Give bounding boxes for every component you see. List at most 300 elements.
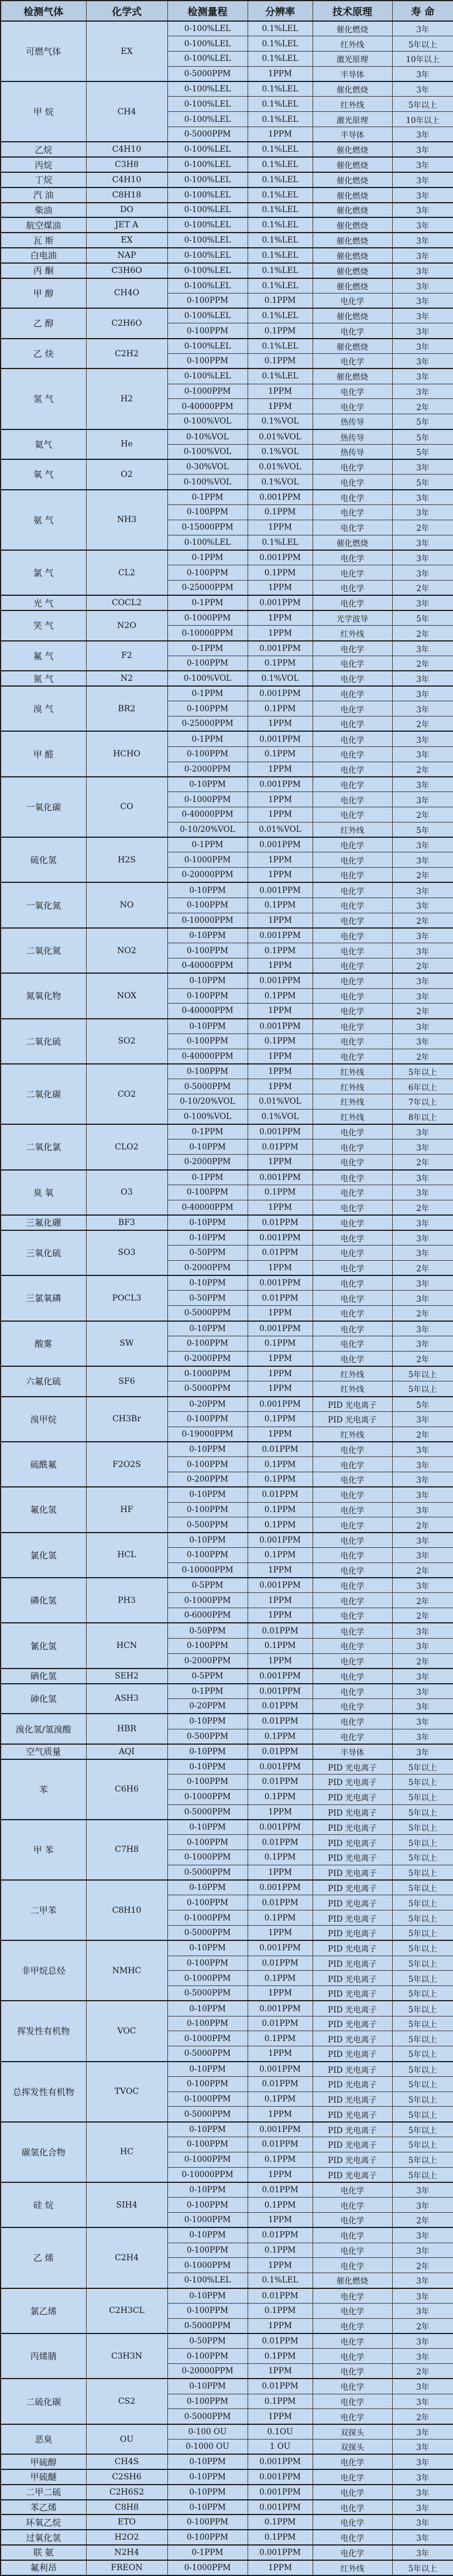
principle-cell: 电化学 (313, 2243, 392, 2258)
range-cell: 0-100%VOL (167, 1109, 248, 1124)
lifespan-cell: 5年以上 (392, 2001, 453, 2016)
resolution-cell: 0.001PPM (248, 1669, 313, 1684)
resolution-cell: 0.01PPM (248, 1623, 313, 1638)
principle-cell: PID 光电离子 (313, 1789, 392, 1804)
range-cell: 0-100PPM (167, 1956, 248, 1971)
range-cell: 0-1000PPM (167, 2152, 248, 2167)
table-row (1, 429, 453, 445)
resolution-cell: 1PPM (248, 1865, 313, 1880)
formula-cell: HBR (86, 1714, 167, 1744)
principle-cell: PID 光电离子 (313, 2091, 392, 2107)
range-cell: 0-5000PPM (167, 2046, 248, 2062)
resolution-cell: 1PPM (248, 1381, 313, 1397)
lifespan-cell: 3年 (392, 157, 453, 172)
resolution-cell: 0.001PPM (248, 2469, 313, 2485)
table-row (1, 2469, 453, 2485)
formula-cell: C2H6O (86, 308, 167, 339)
formula-cell: SEH2 (86, 1669, 167, 1684)
range-cell: 0-10000PPM (167, 913, 248, 928)
range-cell: 0-100PPM (167, 1336, 248, 1351)
range-cell: 0-1000PPM (167, 610, 248, 626)
range-cell: 0-1PPM (167, 595, 248, 610)
table-row (1, 1684, 453, 1699)
resolution-cell: 0.01PPM (248, 2182, 313, 2198)
formula-cell: CO (86, 777, 167, 837)
range-cell: 0-100%LEL (167, 339, 248, 354)
resolution-cell: 0.001PPM (248, 1820, 313, 1835)
formula-cell: N2O (86, 610, 167, 641)
column-header: 检测气体 (1, 1, 86, 21)
resolution-cell: 1PPM (248, 1064, 313, 1079)
resolution-cell: 1PPM (248, 1562, 313, 1578)
range-cell: 0-500PPM (167, 1729, 248, 1744)
lifespan-cell: 3年 (392, 490, 453, 505)
principle-cell: 电化学 (313, 1321, 392, 1336)
lifespan-cell: 3年 (392, 1729, 453, 1744)
principle-cell: PID 光电离子 (313, 1940, 392, 1956)
table-row (1, 1759, 453, 1775)
resolution-cell: 1PPM (248, 127, 313, 142)
table-row (1, 2485, 453, 2500)
range-cell: 0-1000PPM (167, 852, 248, 868)
lifespan-cell: 3年 (392, 263, 453, 278)
principle-cell: 电化学 (313, 671, 392, 686)
gas-name-cell: 氯乙烯 (1, 2288, 86, 2333)
resolution-cell: 0.1PPM (248, 1411, 313, 1427)
lifespan-cell: 5年以上 (392, 2122, 453, 2137)
lifespan-cell: 3年 (392, 2227, 453, 2243)
table-row (1, 263, 453, 278)
resolution-cell: 1PPM (248, 913, 313, 928)
range-cell: 0-25000PPM (167, 716, 248, 732)
resolution-cell: 1PPM (248, 1155, 313, 1170)
principle-cell: 电化学 (313, 973, 392, 988)
resolution-cell: 0.1PPM (248, 2031, 313, 2046)
resolution-cell: 1PPM (248, 2167, 313, 2182)
range-cell: 0-100%VOL (167, 444, 248, 459)
principle-cell: PID 光电离子 (313, 2167, 392, 2182)
principle-cell: PID 光电离子 (313, 2031, 392, 2046)
gas-name-cell: 臭 氧 (1, 1170, 86, 1215)
formula-cell: HC (86, 2122, 167, 2182)
lifespan-cell: 3年 (392, 1578, 453, 1593)
formula-cell: C3H8 (86, 157, 167, 172)
lifespan-cell: 5年以上 (392, 1850, 453, 1865)
resolution-cell: 0.1PPM (248, 943, 313, 958)
gas-name-cell: 溴甲烷 (1, 1397, 86, 1442)
gas-name-cell: 柴油 (1, 203, 86, 218)
gas-name-cell: 氟化氢 (1, 1487, 86, 1532)
range-cell: 0-1000PPM (167, 2031, 248, 2046)
principle-cell: 电化学 (313, 1457, 392, 1472)
lifespan-cell: 3年 (392, 792, 453, 807)
lifespan-cell: 5年 (392, 444, 453, 459)
table-row (1, 2333, 453, 2349)
principle-cell: PID 光电离子 (313, 2137, 392, 2152)
principle-cell: PID 光电离子 (313, 1880, 392, 1895)
gas-name-cell: 甲 苯 (1, 1820, 86, 1880)
resolution-cell: 0.01%VOL (248, 822, 313, 837)
resolution-cell: 1PPM (248, 1593, 313, 1608)
principle-cell: 电化学 (313, 731, 392, 746)
formula-cell: NMHC (86, 1940, 167, 2001)
range-cell: 0-40000PPM (167, 958, 248, 973)
lifespan-cell: 3年 (392, 2514, 453, 2530)
gas-name-cell: 乙 醇 (1, 308, 86, 339)
lifespan-cell: 5年 (392, 610, 453, 626)
resolution-cell: 0.001PPM (248, 490, 313, 505)
resolution-cell: 0.01PPM (248, 1442, 313, 1457)
range-cell: 0-50PPM (167, 1291, 248, 1306)
lifespan-cell: 2年 (392, 1517, 453, 1533)
lifespan-cell: 5年以上 (392, 1820, 453, 1835)
range-cell: 0-1000PPM (167, 1789, 248, 1804)
principle-cell: 电化学 (313, 1502, 392, 1517)
principle-cell: 电化学 (313, 777, 392, 792)
resolution-cell: 0.1PPM (248, 898, 313, 913)
formula-cell: C2H2 (86, 339, 167, 369)
range-cell: 0-100%LEL (167, 157, 248, 172)
table-row (1, 1215, 453, 1230)
range-cell: 0-5000PPM (167, 2318, 248, 2333)
resolution-cell: 1 OU (248, 2439, 313, 2455)
gas-name-cell: 氢 气 (1, 369, 86, 429)
lifespan-cell: 3年 (392, 1321, 453, 1336)
lifespan-cell: 3年 (392, 2439, 453, 2455)
lifespan-cell: 3年 (392, 565, 453, 581)
lifespan-cell: 2年 (392, 1653, 453, 1669)
resolution-cell: 0.001PPM (248, 1397, 313, 1412)
range-cell: 0-100PPM (167, 1774, 248, 1789)
gas-name-cell: 恶臭 (1, 2424, 86, 2455)
range-cell: 0-10PPM (167, 2288, 248, 2304)
resolution-cell: 1PPM (248, 1260, 313, 1275)
lifespan-cell: 5年以上 (392, 1971, 453, 1986)
range-cell: 0-100PPM (167, 943, 248, 958)
lifespan-cell: 3年 (392, 595, 453, 610)
lifespan-cell: 3年 (392, 1472, 453, 1487)
range-cell: 0-5PPM (167, 1578, 248, 1593)
lifespan-cell: 3年 (392, 369, 453, 384)
resolution-cell: 0.1PPM (248, 1033, 313, 1049)
gas-name-cell: 乙烷 (1, 142, 86, 157)
lifespan-cell: 2年 (392, 520, 453, 535)
range-cell: 0-10PPM (167, 2469, 248, 2485)
principle-cell: 电化学 (313, 2364, 392, 2379)
lifespan-cell: 3年 (392, 217, 453, 233)
resolution-cell: 0.001PPM (248, 550, 313, 565)
range-cell: 0-10000PPM (167, 626, 248, 641)
principle-cell: PID 光电离子 (313, 1910, 392, 1926)
resolution-cell: 1PPM (248, 1804, 313, 1820)
resolution-cell: 1PPM (248, 2046, 313, 2062)
gas-name-cell: 一氧化氮 (1, 882, 86, 927)
range-cell: 0-1000PPM (167, 384, 248, 399)
gas-name-cell: 溴化氢/氢溴酸 (1, 1714, 86, 1744)
resolution-cell: 0.1%LEL (248, 535, 313, 550)
principle-cell: 半导体 (313, 66, 392, 81)
range-cell: 0-100%LEL (167, 187, 248, 203)
lifespan-cell: 3年 (392, 248, 453, 263)
resolution-cell: 1PPM (248, 1306, 313, 1321)
principle-cell: PID 光电离子 (313, 1850, 392, 1865)
range-cell: 0-10%VOL (167, 429, 248, 445)
principle-cell: 电化学 (313, 2182, 392, 2198)
range-cell: 0-10PPM (167, 1880, 248, 1895)
resolution-cell: 0.01%VOL (248, 429, 313, 445)
table-row (1, 2545, 453, 2560)
range-cell: 0-100%LEL (167, 535, 248, 550)
resolution-cell: 0.001PPM (248, 2122, 313, 2137)
resolution-cell: 0.001PPM (248, 595, 313, 610)
formula-cell: SO2 (86, 1019, 167, 1064)
range-cell: 0-1PPM (167, 1124, 248, 1139)
gas-name-cell: 硫化氢 (1, 837, 86, 882)
range-cell: 0-100%LEL (167, 97, 248, 112)
principle-cell: 热传导 (313, 414, 392, 429)
lifespan-cell: 2年 (392, 807, 453, 822)
range-cell: 0-10PPM (167, 2182, 248, 2198)
gas-name-cell: 硅 烷 (1, 2182, 86, 2227)
lifespan-cell: 3年 (392, 308, 453, 323)
resolution-cell: 0.001PPM (248, 641, 313, 656)
resolution-cell: 0.1PPM (248, 1472, 313, 1487)
range-cell: 0-100PPM (167, 1185, 248, 1200)
range-cell: 0-1000 OU (167, 2439, 248, 2455)
formula-cell: N2 (86, 671, 167, 686)
table-row (1, 490, 453, 505)
lifespan-cell: 3年 (392, 354, 453, 369)
resolution-cell: 1PPM (248, 716, 313, 732)
lifespan-cell: 3年 (392, 1502, 453, 1517)
resolution-cell: 0.01PPM (248, 2076, 313, 2091)
table-row (1, 1669, 453, 1684)
column-header: 技术原理 (313, 1, 392, 21)
principle-cell: 电化学 (313, 1729, 392, 1744)
formula-cell: C2H6S2 (86, 2485, 167, 2500)
resolution-cell: 0.1PPM (248, 1850, 313, 1865)
resolution-cell: 0.01PPM (248, 2333, 313, 2349)
table-row (1, 2122, 453, 2137)
gas-name-cell: 空气质量 (1, 1744, 86, 1759)
resolution-cell: 0.01PPM (248, 1139, 313, 1155)
table-row (1, 641, 453, 656)
resolution-cell: 0.1PPM (248, 2394, 313, 2409)
principle-cell: 电化学 (313, 1562, 392, 1578)
principle-cell: 电化学 (313, 1442, 392, 1457)
lifespan-cell: 3年 (392, 928, 453, 943)
principle-cell: 电化学 (313, 686, 392, 701)
range-cell: 0-500PPM (167, 1517, 248, 1533)
principle-cell: 电化学 (313, 1472, 392, 1487)
resolution-cell: 0.001PPM (248, 1684, 313, 1699)
range-cell: 0-100PPM (167, 2243, 248, 2258)
range-cell: 0-100PPM (167, 2349, 248, 2364)
lifespan-cell: 5年以上 (392, 1986, 453, 2001)
principle-cell: 催化燃烧 (313, 535, 392, 550)
lifespan-cell: 2年 (392, 626, 453, 641)
range-cell: 0-5000PPM (167, 1306, 248, 1321)
principle-cell: 催化燃烧 (313, 81, 392, 97)
resolution-cell: 0.01%VOL (248, 459, 313, 475)
formula-cell: DO (86, 203, 167, 218)
principle-cell: 电化学 (313, 2545, 392, 2560)
range-cell: 0-200PPM (167, 1472, 248, 1487)
range-cell: 0-10PPM (167, 2062, 248, 2077)
lifespan-cell: 3年 (392, 1124, 453, 1139)
range-cell: 0-100PPM (167, 2514, 248, 2530)
range-cell: 0-10000PPM (167, 1562, 248, 1578)
principle-cell: 电化学 (313, 2333, 392, 2349)
gas-name-cell: 过氧化氢 (1, 2530, 86, 2545)
range-cell: 0-10PPM (167, 1139, 248, 1155)
table-row (1, 1366, 453, 1381)
resolution-cell: 0.001PPM (248, 1170, 313, 1185)
resolution-cell: 0.1%VOL (248, 475, 313, 490)
resolution-cell: 1PPM (248, 807, 313, 822)
table-row (1, 217, 453, 233)
principle-cell: 催化燃烧 (313, 2273, 392, 2288)
principle-cell: 催化燃烧 (313, 21, 392, 36)
table-row (1, 187, 453, 203)
table-row (1, 2530, 453, 2545)
principle-cell: 电化学 (313, 1578, 392, 1593)
lifespan-cell: 3年 (392, 2182, 453, 2198)
range-cell: 0-1PPM (167, 686, 248, 701)
principle-cell: 电化学 (313, 1306, 392, 1321)
principle-cell: 电化学 (313, 762, 392, 777)
formula-cell: NAP (86, 248, 167, 263)
principle-cell: PID 光电离子 (313, 2062, 392, 2077)
resolution-cell: 0.001PPM (248, 2454, 313, 2469)
resolution-cell: 0.1PPM (248, 323, 313, 339)
gas-name-cell: 丙 酮 (1, 263, 86, 278)
range-cell: 0-100PPM (167, 988, 248, 1004)
resolution-cell: 0.001PPM (248, 1124, 313, 1139)
lifespan-cell: 5年 (392, 1397, 453, 1412)
lifespan-cell: 3年 (392, 746, 453, 762)
lifespan-cell: 2年 (392, 1427, 453, 1442)
resolution-cell: 0.1PPM (248, 1517, 313, 1533)
lifespan-cell: 3年 (392, 127, 453, 142)
resolution-cell: 0.1%LEL (248, 21, 313, 36)
lifespan-cell: 5年以上 (392, 1789, 453, 1804)
lifespan-cell: 3年 (392, 1275, 453, 1291)
range-cell: 0-100PPM (167, 2016, 248, 2031)
range-cell: 0-40000PPM (167, 1049, 248, 1064)
principle-cell: 激光原理 (313, 52, 392, 67)
range-cell: 0-2000PPM (167, 1260, 248, 1275)
principle-cell: 激光原理 (313, 112, 392, 127)
range-cell: 0-1000PPM (167, 2560, 248, 2575)
lifespan-cell: 3年 (392, 1230, 453, 1246)
resolution-cell: 0.1%VOL (248, 414, 313, 429)
formula-cell: HCHO (86, 731, 167, 776)
resolution-cell: 0.001PPM (248, 1019, 313, 1034)
table-row (1, 928, 453, 943)
lifespan-cell: 5年以上 (392, 2560, 453, 2575)
principle-cell: 红外线 (313, 1427, 392, 1442)
principle-cell: 电化学 (313, 1004, 392, 1019)
principle-cell: 电化学 (313, 2409, 392, 2424)
formula-cell: HCN (86, 1623, 167, 1668)
resolution-cell: 1PPM (248, 2107, 313, 2122)
resolution-cell: 1PPM (248, 1986, 313, 2001)
range-cell: 0-100PPM (167, 323, 248, 339)
gas-name-cell: 挥发性有机物 (1, 2001, 86, 2061)
lifespan-cell: 3年 (392, 1457, 453, 1472)
gas-name-cell: 氯化氢 (1, 1533, 86, 1578)
formula-cell: EX (86, 21, 167, 81)
range-cell: 0-40000PPM (167, 399, 248, 414)
resolution-cell: 1PPM (248, 2364, 313, 2379)
range-cell: 0-5PPM (167, 1669, 248, 1684)
lifespan-cell: 3年 (392, 233, 453, 248)
table-row (1, 308, 453, 323)
lifespan-cell: 5年以上 (392, 2031, 453, 2046)
formula-cell: JET A (86, 217, 167, 233)
resolution-cell: 0.1PPM (248, 1457, 313, 1472)
principle-cell: PID 光电离子 (313, 1759, 392, 1775)
range-cell: 0-5000PPM (167, 1804, 248, 1820)
gas-name-cell: 三氧化硫 (1, 1230, 86, 1275)
gas-name-cell: 二氧化硫 (1, 1019, 86, 1064)
principle-cell: PID 光电离子 (313, 1895, 392, 1910)
principle-cell: PID 光电离子 (313, 1865, 392, 1880)
gas-name-cell: 氧 气 (1, 459, 86, 490)
principle-cell: 电化学 (313, 1653, 392, 1669)
resolution-cell: 0.1%LEL (248, 2273, 313, 2288)
gas-name-cell: 砷化氢 (1, 1684, 86, 1714)
lifespan-cell: 3年 (392, 293, 453, 308)
resolution-cell: 0.1%VOL (248, 444, 313, 459)
formula-cell: CLO2 (86, 1124, 167, 1169)
principle-cell: 半导体 (313, 1744, 392, 1759)
principle-cell: 热传导 (313, 444, 392, 459)
range-cell: 0-100PPM (167, 656, 248, 671)
resolution-cell: 0.1PPM (248, 701, 313, 716)
principle-cell: 红外线 (313, 1079, 392, 1094)
range-cell: 0-100PPM (167, 1064, 248, 1079)
formula-cell: C7H8 (86, 1820, 167, 1880)
formula-cell: C2H4 (86, 2227, 167, 2288)
principle-cell: 电化学 (313, 1336, 392, 1351)
range-cell: 0-10PPM (167, 882, 248, 898)
principle-cell: 电化学 (313, 2379, 392, 2394)
lifespan-cell: 2年 (392, 1200, 453, 1215)
gas-name-cell: 乙 烯 (1, 2227, 86, 2288)
formula-cell: F2O2S (86, 1442, 167, 1487)
lifespan-cell: 5年以上 (392, 2091, 453, 2107)
lifespan-cell: 2年 (392, 958, 453, 973)
principle-cell: 电化学 (313, 293, 392, 308)
lifespan-cell: 3年 (392, 1669, 453, 1684)
range-cell: 0-100PPM (167, 2198, 248, 2213)
principle-cell: 电化学 (313, 1593, 392, 1608)
range-cell: 0-100 OU (167, 2424, 248, 2439)
gas-name-cell: 二硫化碳 (1, 2379, 86, 2424)
gas-name-cell: 氮氧化物 (1, 973, 86, 1018)
column-header: 检测量程 (167, 1, 248, 21)
resolution-cell: 0.001PPM (248, 2500, 313, 2515)
range-cell: 0-10PPM (167, 1759, 248, 1775)
formula-cell: C3H3N (86, 2333, 167, 2379)
range-cell: 0-1000PPM (167, 2258, 248, 2273)
resolution-cell: 1PPM (248, 2318, 313, 2333)
principle-cell: 催化燃烧 (313, 142, 392, 157)
resolution-cell: 1PPM (248, 399, 313, 414)
principle-cell: 电化学 (313, 1124, 392, 1139)
